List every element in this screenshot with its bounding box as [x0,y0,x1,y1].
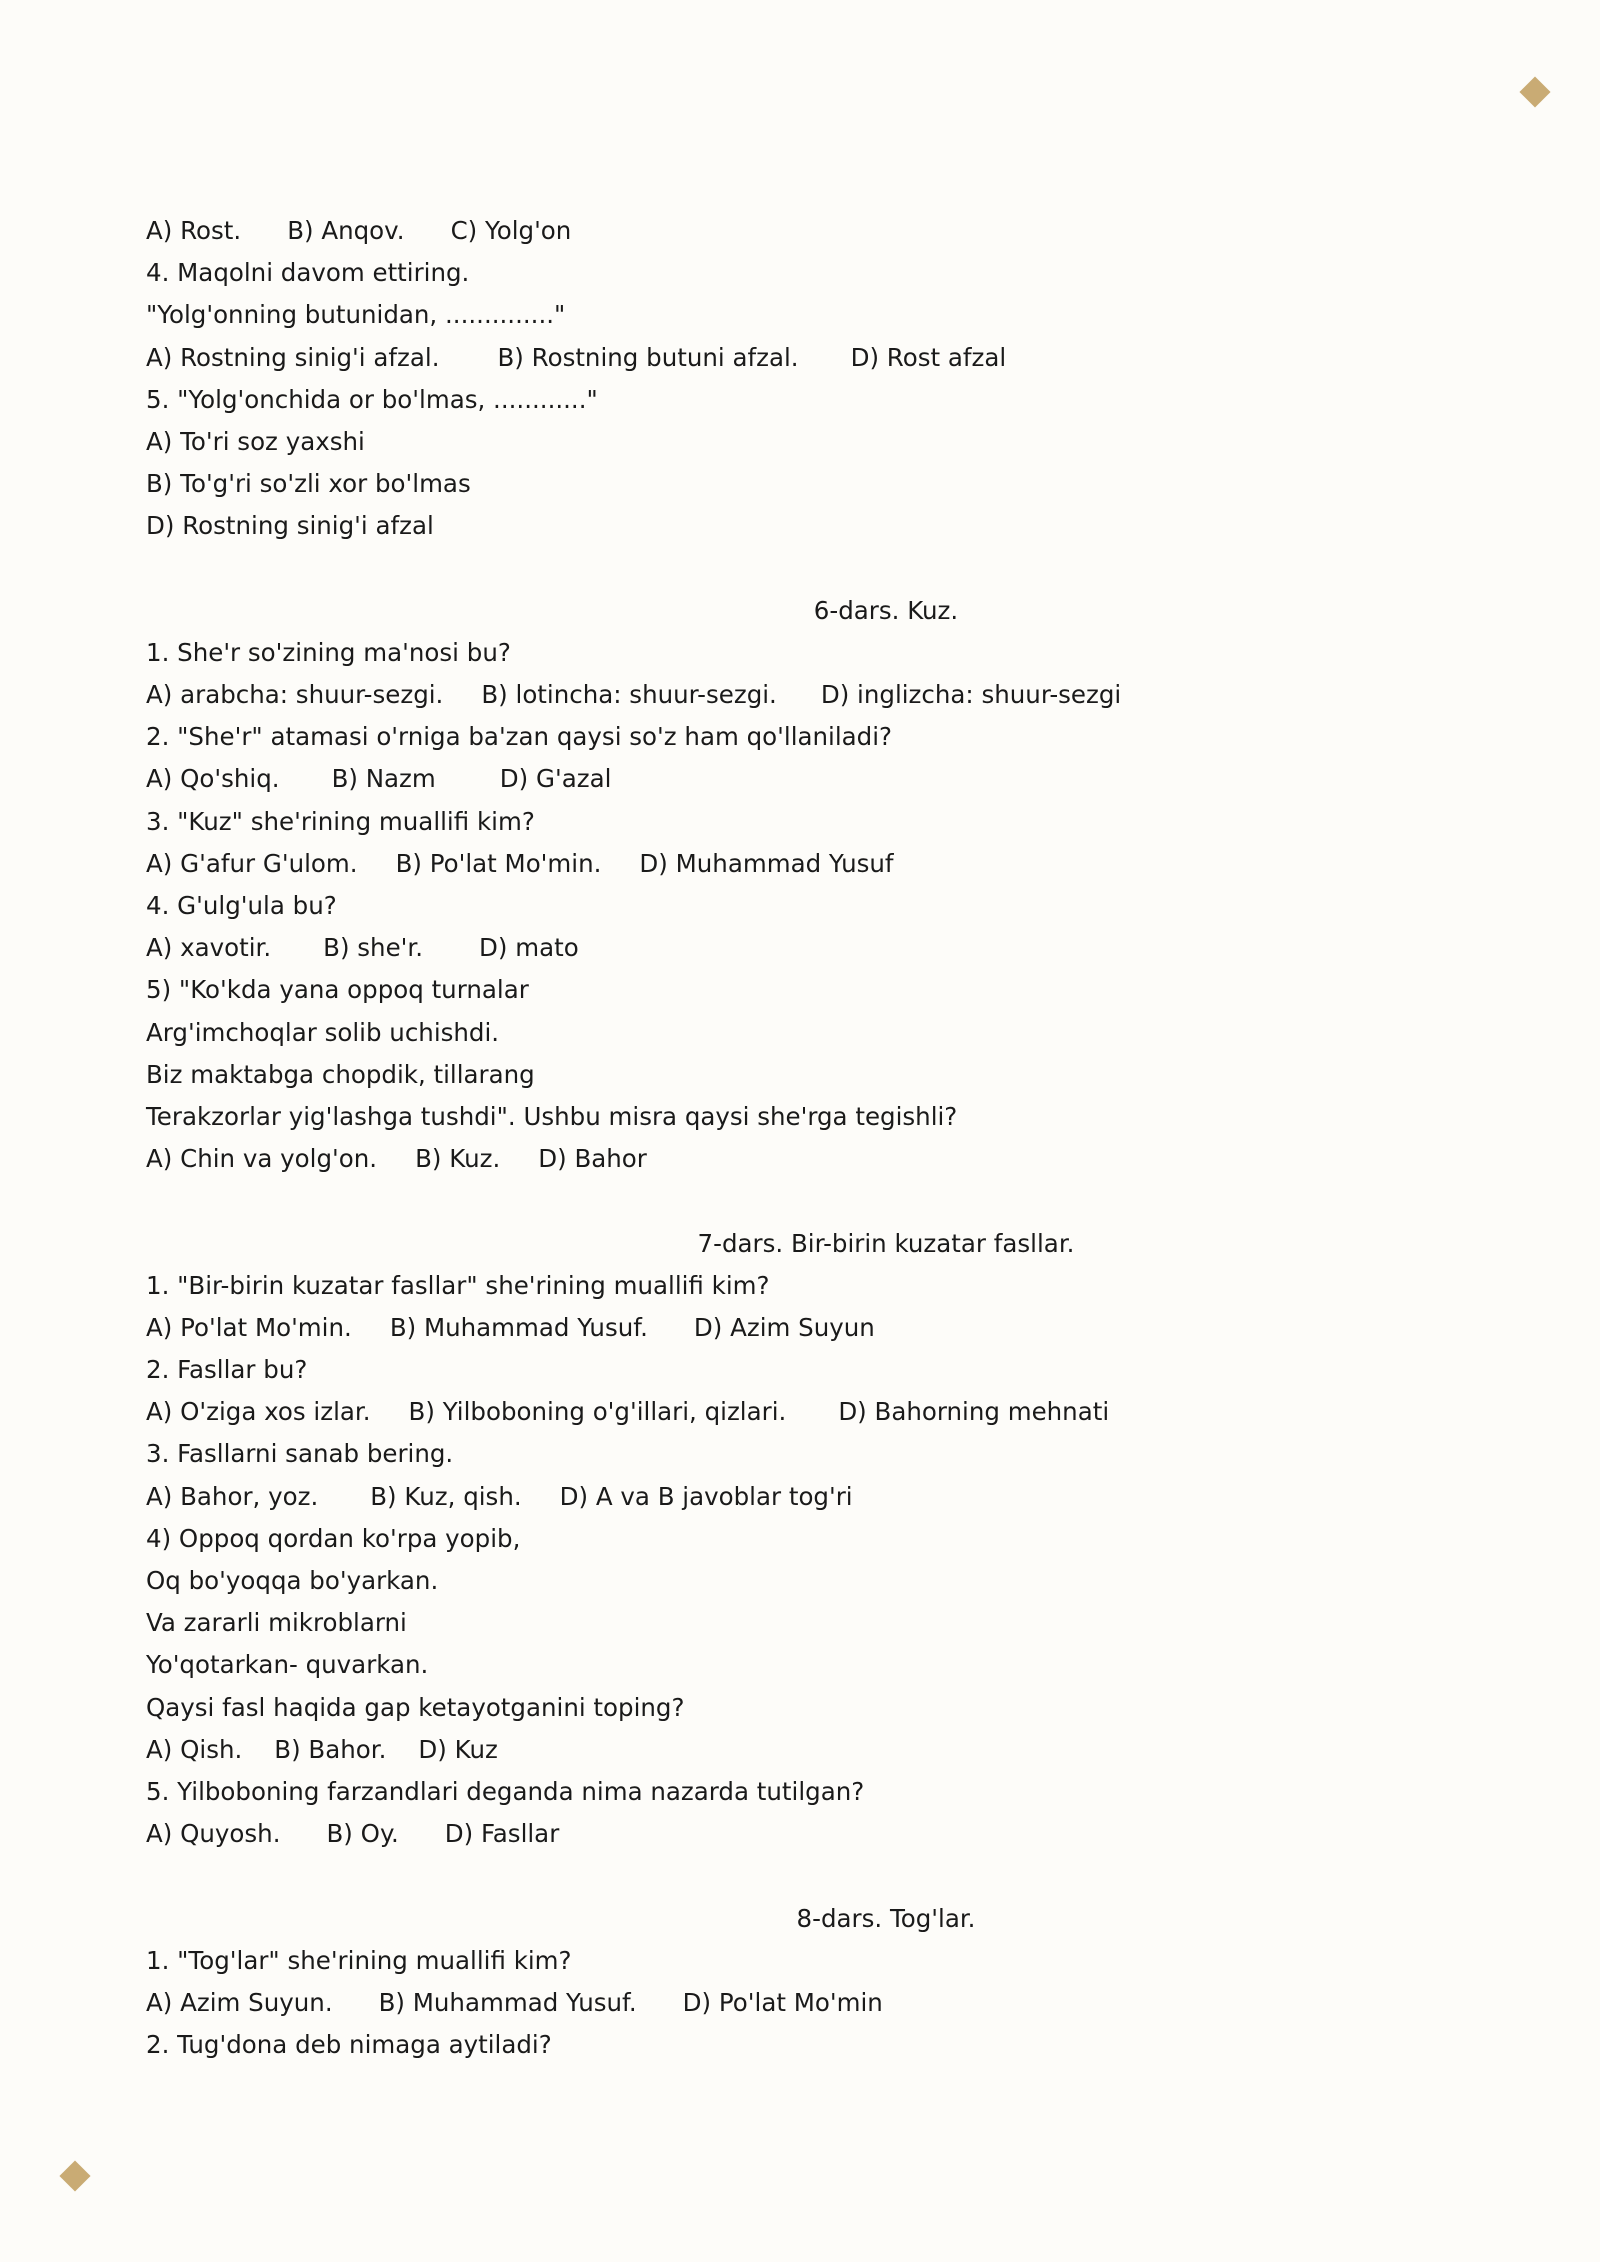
answer-option: A) Quyosh. [146,1819,281,1849]
answer-option: C) Yolg'on [450,216,572,245]
text-line: 1. "Tog'lar" she'rining muallifi kim? [146,1945,572,1975]
answer-option: A) xavotir. [146,933,272,963]
answer-option: D) Rost afzal [850,342,1007,372]
text-line: Terakzorlar yig'lashga tushdi". Ushbu misra qaysi she'rga tegishli? [146,1101,958,1131]
text-line: 3. Fasllarni sanab bering. [146,1439,454,1469]
answer-option: A) O'ziga xos izlar. [146,1397,371,1427]
answer-options [146,1729,1466,1771]
answer-option: A) G'afur G'ulom. [146,848,358,878]
answer-options [146,1391,1466,1433]
answer-options [146,927,1466,969]
text-line: A) To'ri soz yaxshi [146,426,365,456]
text-line: D) Rostning sinig'i afzal [146,511,434,541]
answer-options [146,210,1466,252]
answer-option: A) Chin va yolg'on. [146,1144,378,1174]
answer-option: A) Bahor, yoz. [146,1481,319,1511]
answer-options [146,1307,1466,1349]
lesson-heading: 7-dars. Bir-birin kuzatar fasllar. [697,1228,1075,1258]
answer-option: D) Fasllar [444,1819,560,1849]
text-line: 2. Tug'dona deb nimaga aytiladi? [146,2030,552,2060]
text-line: 4. G'ulg'ula bu? [146,891,337,920]
spacer [146,1855,1466,1897]
answer-option: A) Qish. [146,1734,243,1764]
text-line: 2. Fasllar bu? [146,1355,308,1385]
answer-options [146,674,1466,716]
text-line: Oq bo'yoqqa bo'yarkan. [146,1566,439,1595]
answer-option: D) Kuz [418,1734,498,1764]
text-line: 4. Maqolni davom ettiring. [146,258,470,288]
text-line: Arg'imchoqlar solib uchishdi. [146,1017,500,1047]
answer-option: B) Muhammad Yusuf. [378,1987,637,2017]
spacer [146,1180,1466,1222]
answer-option: B) she'r. [323,933,424,963]
text-line: Yo'qotarkan- quvarkan. [146,1650,429,1680]
answer-option: B) Oy. [326,1819,399,1849]
answer-option: D) Azim Suyun [693,1312,875,1342]
lesson-heading: 8-dars. Tog'lar. [796,1903,976,1933]
answer-option: B) Kuz. [415,1144,501,1174]
text-line: Qaysi fasl haqida gap ketayotganini toping? [146,1692,685,1722]
answer-option: D) Po'lat Mo'min [682,1987,883,2017]
answer-option: A) Azim Suyun. [146,1987,333,2017]
spacer [146,548,1466,590]
lesson-heading: 6-dars. Kuz. [813,595,959,625]
text-line: 1. "Bir-birin kuzatar fasllar" she'rining muallifi kim? [146,1270,770,1300]
answer-options [146,843,1466,885]
document-body [146,210,1466,2066]
answer-option: D) Bahorning mehnati [838,1397,1110,1427]
answer-option: B) Nazm [331,764,436,794]
answer-option: B) Po'lat Mo'min. [395,848,602,878]
text-line: 5. "Yolg'onchida or bo'lmas, ............" [146,384,598,414]
answer-option: D) A va B javoblar tog'ri [559,1481,853,1511]
answer-option: A) arabcha: shuur-sezgi. [146,680,444,710]
decorative-diamond-bottom [59,2160,90,2191]
answer-option: D) mato [479,933,579,963]
answer-option: B) Rostning butuni afzal. [497,342,799,372]
answer-options [146,337,1466,379]
answer-option: D) Bahor [538,1144,647,1174]
answer-option: A) Rost. [146,216,242,245]
answer-option: A) Qo'shiq. [146,764,280,794]
decorative-diamond-top [1519,76,1550,107]
answer-options [146,758,1466,800]
answer-option: D) inglizcha: shuur-sezgi [820,680,1122,710]
answer-option: A) Po'lat Mo'min. [146,1312,352,1342]
answer-option: D) Muhammad Yusuf [639,848,894,878]
answer-option: D) G'azal [499,764,612,794]
answer-options [146,1138,1466,1180]
text-line: 4) Oppoq qordan ko'rpa yopib, [146,1523,521,1553]
text-line: 5) "Ko'kda yana oppoq turnalar [146,975,529,1005]
text-line: 3. "Kuz" she'rining muallifi kim? [146,806,535,836]
answer-options [146,1982,1466,2024]
text-line: 2. "She'r" atamasi o'rniga ba'zan qaysi so'z ham qo'llaniladi? [146,722,893,752]
answer-option: B) Kuz, qish. [370,1481,522,1511]
answer-options [146,1476,1466,1518]
text-line: Va zararli mikroblarni [146,1608,407,1638]
answer-option: B) Bahor. [274,1734,387,1764]
answer-option: B) lotincha: shuur-sezgi. [481,680,777,710]
answer-option: B) Yilboboning o'g'illari, qizlari. [408,1397,787,1427]
answer-option: A) Rostning sinig'i afzal. [146,342,440,372]
text-line: "Yolg'onning butunidan, .............." [146,300,566,330]
text-line: 1. She'r so'zining ma'nosi bu? [146,637,511,667]
text-line: B) To'g'ri so'zli xor bo'lmas [146,469,471,499]
answer-option: B) Muhammad Yusuf. [389,1312,648,1342]
text-line: 5. Yilboboning farzandlari deganda nima nazarda tutilgan? [146,1776,865,1806]
text-line: Biz maktabga chopdik, tillarang [146,1059,535,1089]
answer-options [146,1813,1466,1855]
answer-option: B) Anqov. [287,216,405,245]
